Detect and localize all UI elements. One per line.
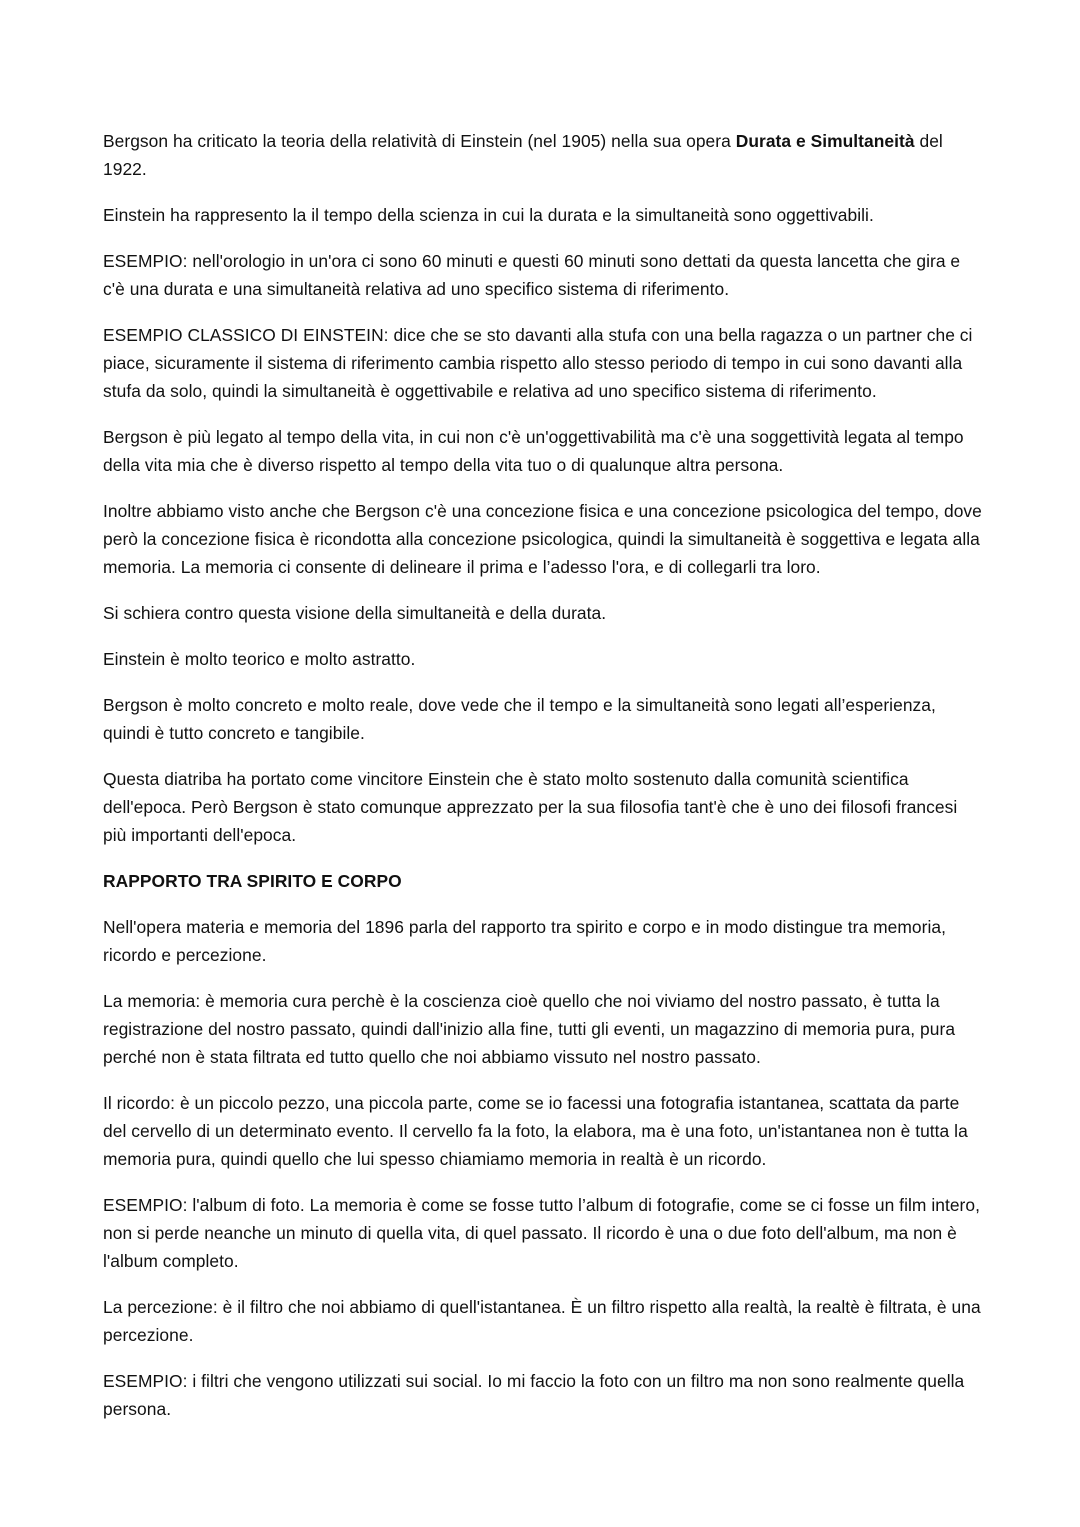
paragraph-bergson-life-time: Bergson è più legato al tempo della vita, in cui non c'è un'oggettivabilità ma c'è una soggettività legata al tempo della vita mia che è diverso rispetto al tempo della vita tuo o di qualunque altra persona. [103, 427, 964, 475]
paragraph-example-clock: ESEMPIO: nell'orologio in un'ora ci sono 60 minuti e questi 60 minuti sono dettati da questa lancetta che gira e c'è una durata e una simultaneità relativa ad uno specifico sistema di riferimento. [103, 251, 961, 299]
paragraph-example-album: ESEMPIO: l'album di foto. La memoria è come se fosse tutto l’album di fotografie, come se ci fosse un film intero, non si perde neanche un minuto di quella vita, di quel passato. Il ricordo è una o due foto dell'album, ma non è l'album completo. [103, 1195, 980, 1271]
paragraph-memoria: La memoria: è memoria cura perchè è la coscienza cioè quello che noi viviamo del nostro passato, è tutta la registrazione del nostro passato, quindi dall'inizio alla fine, tutti gli eventi, un magazzino di memoria pura, pura perché non è stata filtrata ed tutto quello che noi abbiamo vissuto nel nostro passato. [103, 991, 956, 1067]
paragraph-against-vision: Si schiera contro questa visione della simultaneità e della durata. [103, 603, 607, 623]
section-heading: RAPPORTO TRA SPIRITO E CORPO [103, 871, 402, 891]
paragraph-text: del 1922. [103, 131, 943, 179]
paragraph-percezione: La percezione: è il filtro che noi abbiamo di quell'istantanea. È un filtro rispetto alla realtà, la realtè è filtrata, è una percezione. [103, 1297, 981, 1345]
paragraph-einstein-time: Einstein ha rappresento la il tempo della scienza in cui la durata e la simultaneità sono oggettivabili. [103, 205, 874, 225]
paragraph-diatribe: Questa diatriba ha portato come vincitore Einstein che è stato molto sostenuto dalla comunità scientifica dell'epoca. Però Bergson è stato comunque apprezzato per la sua filosofia tant'è che è uno dei filosofi francesi più importanti dell'epoca. [103, 769, 958, 845]
paragraph-bergson-concrete: Bergson è molto concreto e molto reale, dove vede che il tempo e la simultaneità sono legati all’esperienza, quindi è tutto concreto e tangibile. [103, 695, 936, 743]
paragraph-einstein-abstract: Einstein è molto teorico e molto astratto. [103, 649, 416, 669]
document-page [103, 127, 983, 1441]
paragraph-bergson-critique [103, 127, 983, 183]
paragraph-materia-memoria: Nell'opera materia e memoria del 1896 parla del rapporto tra spirito e corpo e in modo distingue tra memoria, ricordo e percezione. [103, 917, 946, 965]
paragraph-example-einstein: ESEMPIO CLASSICO DI EINSTEIN: dice che se sto davanti alla stufa con una bella ragazza o un partner che ci piace, sicuramente il sistema di riferimento cambia rispetto allo stesso periodo di tempo in cui sono davanti alla stufa da solo, quindi la simultaneità è oggettivabile e relativa ad uno specifico sistema di riferimento. [103, 325, 973, 401]
paragraph-ricordo: Il ricordo: è un piccolo pezzo, una piccola parte, come se io facessi una fotografia istantanea, scattata da parte del cervello di un determinato evento. Il cervello fa la foto, la elabora, ma è una foto, un'istantanea non è tutta la memoria pura, quindi quello che lui spesso chiamiamo memoria in realtà è un ricordo. [103, 1093, 968, 1169]
paragraph-text: Bergson ha criticato la teoria della relatività di Einstein (nel 1905) nella sua opera [103, 131, 736, 151]
paragraph-example-filters: ESEMPIO: i filtri che vengono utilizzati sui social. Io mi faccio la foto con un filtro ma non sono realmente quella persona. [103, 1371, 965, 1419]
paragraph-physical-psychological: Inoltre abbiamo visto anche che Bergson c'è una concezione fisica e una concezione psicologica del tempo, dove però la concezione fisica è ricondotta alla concezione psicologica, quindi la simultaneità è soggettiva e legata alla memoria. La memoria ci consente di delineare il prima e l’adesso l'ora, e di collegarli tra loro. [103, 501, 982, 577]
work-title: Durata e Simultaneità [735, 131, 915, 151]
